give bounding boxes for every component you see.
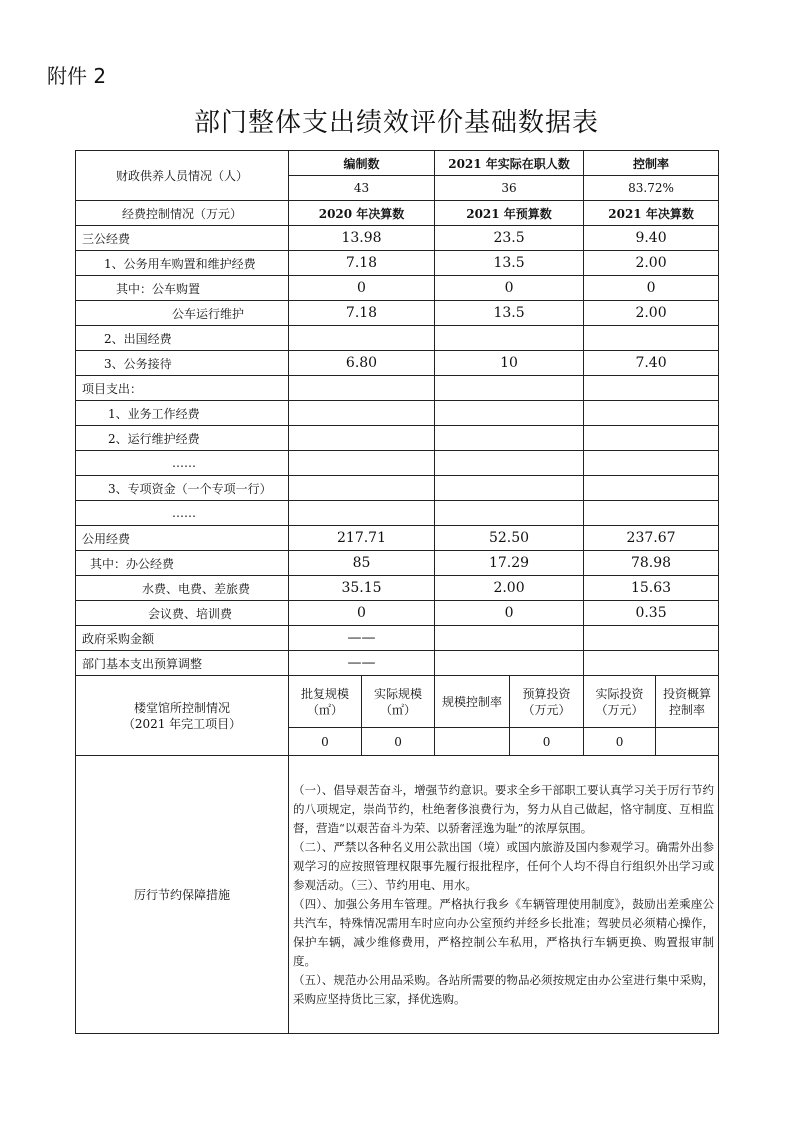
- funds-header-2021-final: 2021 年决算数: [584, 201, 719, 226]
- row-label: 会议费、培训费: [76, 601, 289, 626]
- row-value: 237.67: [584, 526, 719, 551]
- row-value: [584, 651, 719, 676]
- staff-value-quota: 43: [289, 176, 435, 201]
- measures-paragraph: （五）、规范办公用品采购。各站所需要的物品必须按规定由办公室进行集中采购，采购应坚持货比三家，择优选购。: [293, 972, 715, 1006]
- row-label: 公用经费: [76, 526, 289, 551]
- row-value: [289, 401, 435, 426]
- row-value: 13.5: [435, 251, 584, 276]
- row-value: 2.00: [435, 576, 584, 601]
- row-value: [584, 501, 719, 526]
- row-label: 项目支出：: [76, 376, 289, 401]
- table-row: [76, 226, 719, 251]
- row-value: [584, 326, 719, 351]
- measures-paragraph: （一）、倡导艰苦奋斗，增强节约意识。要求全乡干部职工要认真学习关于厉行节约的八项规定，崇尚节约，杜绝奢侈浪费行为，努力从自己做起，恪守制度、互相监督，营造“以艰苦奋斗为荣、以骄奢淫逸为耻”的浓厚氛围。: [293, 782, 715, 835]
- row-label: 其中：公车购置: [76, 276, 289, 301]
- row-label: 政府采购金额: [76, 626, 289, 651]
- row-value: [435, 451, 584, 476]
- row-label: 公车运行维护: [76, 301, 289, 326]
- row-value: [435, 651, 584, 676]
- row-label: 3、专项资金（一个专项一行）: [76, 476, 289, 501]
- building-value: 0: [584, 728, 656, 756]
- row-label: 1、业务工作经费: [76, 401, 289, 426]
- row-value: 23.5: [435, 226, 584, 251]
- attachment-label: 附件 2: [47, 64, 107, 88]
- table-row: [76, 476, 719, 501]
- row-value: [289, 501, 435, 526]
- measures-label: 厉行节约保障措施: [76, 756, 289, 1034]
- row-value: 15.63: [584, 576, 719, 601]
- table-row: [76, 551, 719, 576]
- row-value: 0.35: [584, 601, 719, 626]
- row-value: [584, 476, 719, 501]
- table-row: [76, 651, 719, 676]
- row-value: 2.00: [584, 251, 719, 276]
- building-value: [435, 728, 510, 756]
- staff-header-quota: 编制数: [289, 151, 435, 176]
- building-value: [656, 728, 719, 756]
- row-value: ——: [289, 651, 435, 676]
- row-value: 0: [289, 276, 435, 301]
- row-label: 水费、电费、差旅费: [76, 576, 289, 601]
- measures-text: [289, 756, 719, 1034]
- row-value: [435, 376, 584, 401]
- row-value: [584, 451, 719, 476]
- funds-header-2021-budget: 2021 年预算数: [435, 201, 584, 226]
- building-value: 0: [362, 728, 435, 756]
- staff-value-rate: 83.72%: [584, 176, 719, 201]
- funds-label: 经费控制情况（万元）: [76, 201, 289, 226]
- row-value: 7.18: [289, 301, 435, 326]
- staff-label: 财政供养人员情况（人）: [76, 151, 289, 201]
- table-row: [76, 601, 719, 626]
- row-value: [435, 626, 584, 651]
- row-value: [435, 476, 584, 501]
- table-row: [76, 526, 719, 551]
- row-value: 7.18: [289, 251, 435, 276]
- row-value: 0: [289, 601, 435, 626]
- row-label: ……: [76, 501, 289, 526]
- row-value: 2.00: [584, 301, 719, 326]
- staff-header-rate: 控制率: [584, 151, 719, 176]
- table-row: [76, 401, 719, 426]
- table-row: [76, 626, 719, 651]
- row-value: 17.29: [435, 551, 584, 576]
- row-value: [289, 476, 435, 501]
- building-header-actual-investment: 实际投资（万元）: [584, 676, 656, 728]
- row-value: 0: [435, 276, 584, 301]
- row-label: 2、出国经费: [76, 326, 289, 351]
- building-value: 0: [510, 728, 584, 756]
- table-row: [76, 501, 719, 526]
- building-header-budget-investment: 预算投资（万元）: [510, 676, 584, 728]
- building-header-approved-scale: 批复规模（㎡）: [289, 676, 362, 728]
- row-value: 35.15: [289, 576, 435, 601]
- row-value: [435, 501, 584, 526]
- measures-paragraph: （四）、加强公务用车管理。严格执行我乡《车辆管理使用制度》，鼓励出差乘座公共汽车，特殊情况需用车时应向办公室预约并经乡长批准；驾驶员必须精心操作，保护车辆，减少维修费用，严格控制公车私用，严格执行车辆更换、购置报审制度。: [293, 896, 715, 968]
- row-value: 78.98: [584, 551, 719, 576]
- row-label: ……: [76, 451, 289, 476]
- staff-header-actual: 2021 年实际在职人数: [435, 151, 584, 176]
- building-header-investment-rate: 投资概算控制率: [656, 676, 719, 728]
- table-row: [76, 326, 719, 351]
- row-value: [584, 626, 719, 651]
- row-value: 52.50: [435, 526, 584, 551]
- row-label: 三公经费: [76, 226, 289, 251]
- row-label: 部门基本支出预算调整: [76, 651, 289, 676]
- row-value: [435, 326, 584, 351]
- row-value: [435, 401, 584, 426]
- building-label: [76, 676, 289, 756]
- row-value: 10: [435, 351, 584, 376]
- row-value: 0: [435, 601, 584, 626]
- building-header-actual-scale: 实际规模（㎡）: [362, 676, 435, 728]
- row-value: 7.40: [584, 351, 719, 376]
- row-value: [584, 376, 719, 401]
- row-value: [289, 376, 435, 401]
- page-title: 部门整体支出绩效评价基础数据表: [193, 108, 599, 138]
- table-row: [76, 426, 719, 451]
- row-value: 13.98: [289, 226, 435, 251]
- building-header-scale-rate: 规模控制率: [435, 676, 510, 728]
- row-label: 其中：办公经费: [76, 551, 289, 576]
- building-label-line2: （2021 年完工项目）: [122, 716, 242, 731]
- row-value: [584, 426, 719, 451]
- table-row: [76, 301, 719, 326]
- row-value: 85: [289, 551, 435, 576]
- row-value: 0: [584, 276, 719, 301]
- building-label-line1: 楼堂馆所控制情况: [133, 700, 230, 715]
- row-value: ——: [289, 626, 435, 651]
- table-row: [76, 576, 719, 601]
- row-value: [289, 451, 435, 476]
- table-row: [76, 351, 719, 376]
- table-row: [76, 276, 719, 301]
- row-value: [289, 326, 435, 351]
- row-value: 9.40: [584, 226, 719, 251]
- table-row: [76, 251, 719, 276]
- table-row: [76, 451, 719, 476]
- row-label: 1、公务用车购置和维护经费: [76, 251, 289, 276]
- funds-header-2020-final: 2020 年决算数: [289, 201, 435, 226]
- measures-paragraph: （二）、严禁以各种名义用公款出国（境）或国内旅游及国内参观学习。确需外出参观学习的应按照管理权限事先履行报批程序，任何个人均不得自行组织外出学习或参观活动。（三）、节约用电、用水。: [293, 839, 715, 892]
- row-value: 6.80: [289, 351, 435, 376]
- row-label: 2、运行维护经费: [76, 426, 289, 451]
- staff-value-actual: 36: [435, 176, 584, 201]
- table-row: [76, 376, 719, 401]
- row-value: [584, 401, 719, 426]
- row-value: 217.71: [289, 526, 435, 551]
- row-value: 13.5: [435, 301, 584, 326]
- building-value: 0: [289, 728, 362, 756]
- row-value: [435, 426, 584, 451]
- row-label: 3、公务接待: [76, 351, 289, 376]
- data-table: [75, 150, 719, 1034]
- row-value: [289, 426, 435, 451]
